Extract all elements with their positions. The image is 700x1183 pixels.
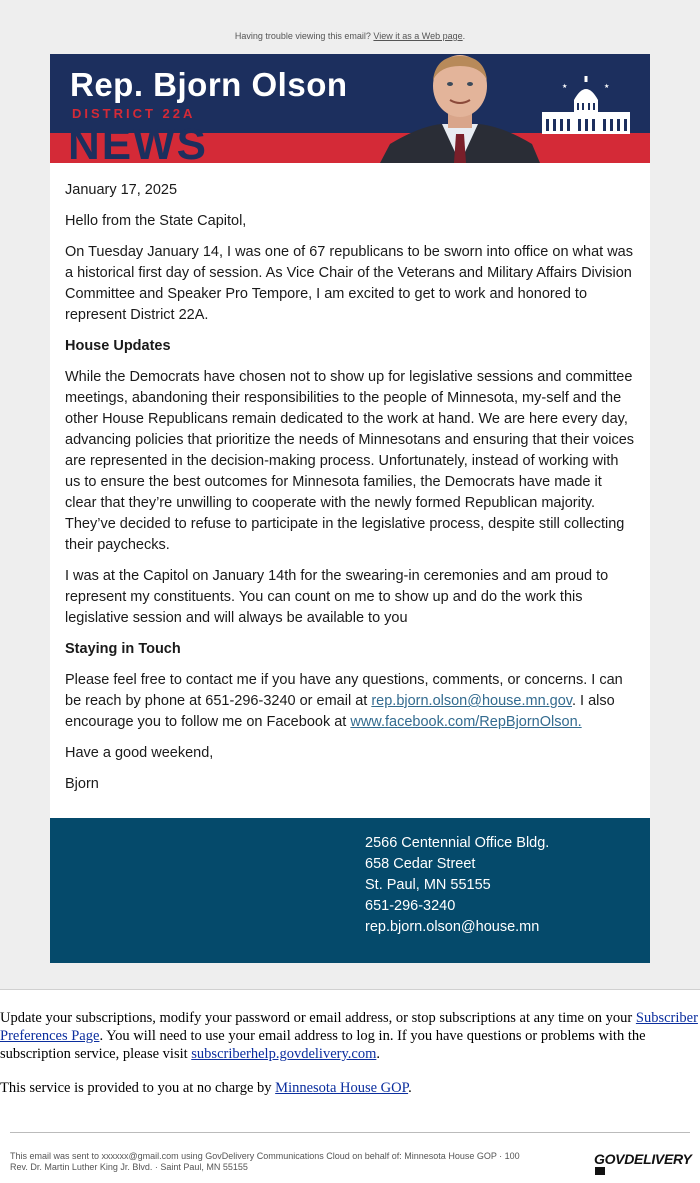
house-updates-paragraph: While the Democrats have chosen not to show up for legislative sessions and committee meetings, abandoning their responsibilities to the people of Minnesota, my-self and the other House Republicans remain dedicated to the work at hand. We are here every day, advancing policies that prioritize the needs of Minnesotans and ensuring that their voices are represented in the decision-making process. Unfortunately, instead of working with us to ensure the best outcomes for Minnesota families, the Democrats have made it clear that they’re unwilling to cooperate with the newly formed Republican majority. They’ve decided to refuse to participate in the legislative process, despite still collecting their paychecks.	[65, 369, 635, 553]
preheader: Having trouble viewing this email? View it as a Web page.	[234, 31, 466, 41]
greeting: Hello from the State Capitol,	[65, 213, 247, 229]
capitol-icon	[538, 74, 634, 136]
subscription-info: Update your subscriptions, modify your password or email address, or stop subscriptions at any time on your Subscriber Preferences Page. You will need to use your email address to log in. If you have questions or problems with the subscription service, please visit subscriberhelp.govdelivery.com. This service is provided to you at no charge by Minnesota House GOP.	[0, 1010, 698, 1096]
minnesota-house-gop-link[interactable]: Minnesota House GOP	[275, 1080, 409, 1096]
divider	[10, 1132, 690, 1133]
rep-name: Rep. Bjorn Olson	[70, 66, 348, 103]
envelope-icon	[595, 1167, 605, 1175]
facebook-link[interactable]: www.facebook.com/RepBjornOlson.	[350, 714, 582, 730]
office-email: rep.bjorn.olson@house.mn	[365, 919, 540, 935]
svg-text:★: ★	[604, 83, 610, 90]
office-address: 2566 Centennial Office Bldg. 658 Cedar Street St. Paul, MN 55155 651-296-3240 rep.bjorn.olson@house.mn	[365, 833, 549, 938]
web-view-link[interactable]: View it as a Web page	[373, 31, 463, 41]
portrait-photo	[380, 54, 540, 163]
news-label: NEWS	[68, 120, 208, 163]
house-updates-heading: House Updates	[65, 338, 171, 354]
govdelivery-logo[interactable]: GOVDELIVERY	[594, 1151, 700, 1183]
office-footer	[50, 818, 650, 963]
staying-in-touch-heading: Staying in Touch	[65, 641, 181, 657]
email-link[interactable]: rep.bjorn.olson@house.mn.gov	[371, 693, 572, 709]
svg-text:★: ★	[562, 83, 568, 90]
preheader-text: Having trouble viewing this email?	[234, 31, 371, 41]
capitol-paragraph: I was at the Capitol on January 14th for the swearing-in ceremonies and am proud to represent my constituents. You can count on me to show up and do the work this legislative session and will always be available to you	[65, 568, 609, 626]
subscriber-help-link[interactable]: subscriberhelp.govdelivery.com	[191, 1046, 377, 1062]
email-date: January 17, 2025	[65, 182, 178, 198]
contact-paragraph: Please feel free to contact me if you have any questions, comments, or concerns. I can be reach by phone at 651-296-3240 or email at rep.bjorn.olson@house.mn.gov. I also encourage you to follow me on Facebook at www.facebook.com/RepBjornOlson.	[65, 672, 623, 730]
legal-footer: This email was sent to xxxxxx@gmail.com using GovDelivery Communications Cloud on behalf of: Minnesota House GOP · 100 Rev. Dr. Martin Luther King Jr. Blvd. · Saint Paul, MN 55155	[10, 1151, 520, 1172]
header-banner	[50, 54, 650, 163]
office-phone: 651-296-3240	[365, 898, 456, 914]
intro-paragraph: On Tuesday January 14, I was one of 67 republicans to be sworn into office on what was a historical first day of session. As Vice Chair of the Veterans and Military Affairs Division Committee and Speaker Pro Tempore, I am excited to get to work and honored to represent District 22A.	[65, 244, 633, 323]
closing: Have a good weekend,	[65, 745, 214, 761]
district-label: DISTRICT 22A	[72, 106, 196, 121]
signature: Bjorn	[65, 776, 99, 792]
subscriber-preferences-link[interactable]: Subscriber Preferences Page	[0, 1010, 698, 1044]
email-body	[50, 163, 650, 818]
